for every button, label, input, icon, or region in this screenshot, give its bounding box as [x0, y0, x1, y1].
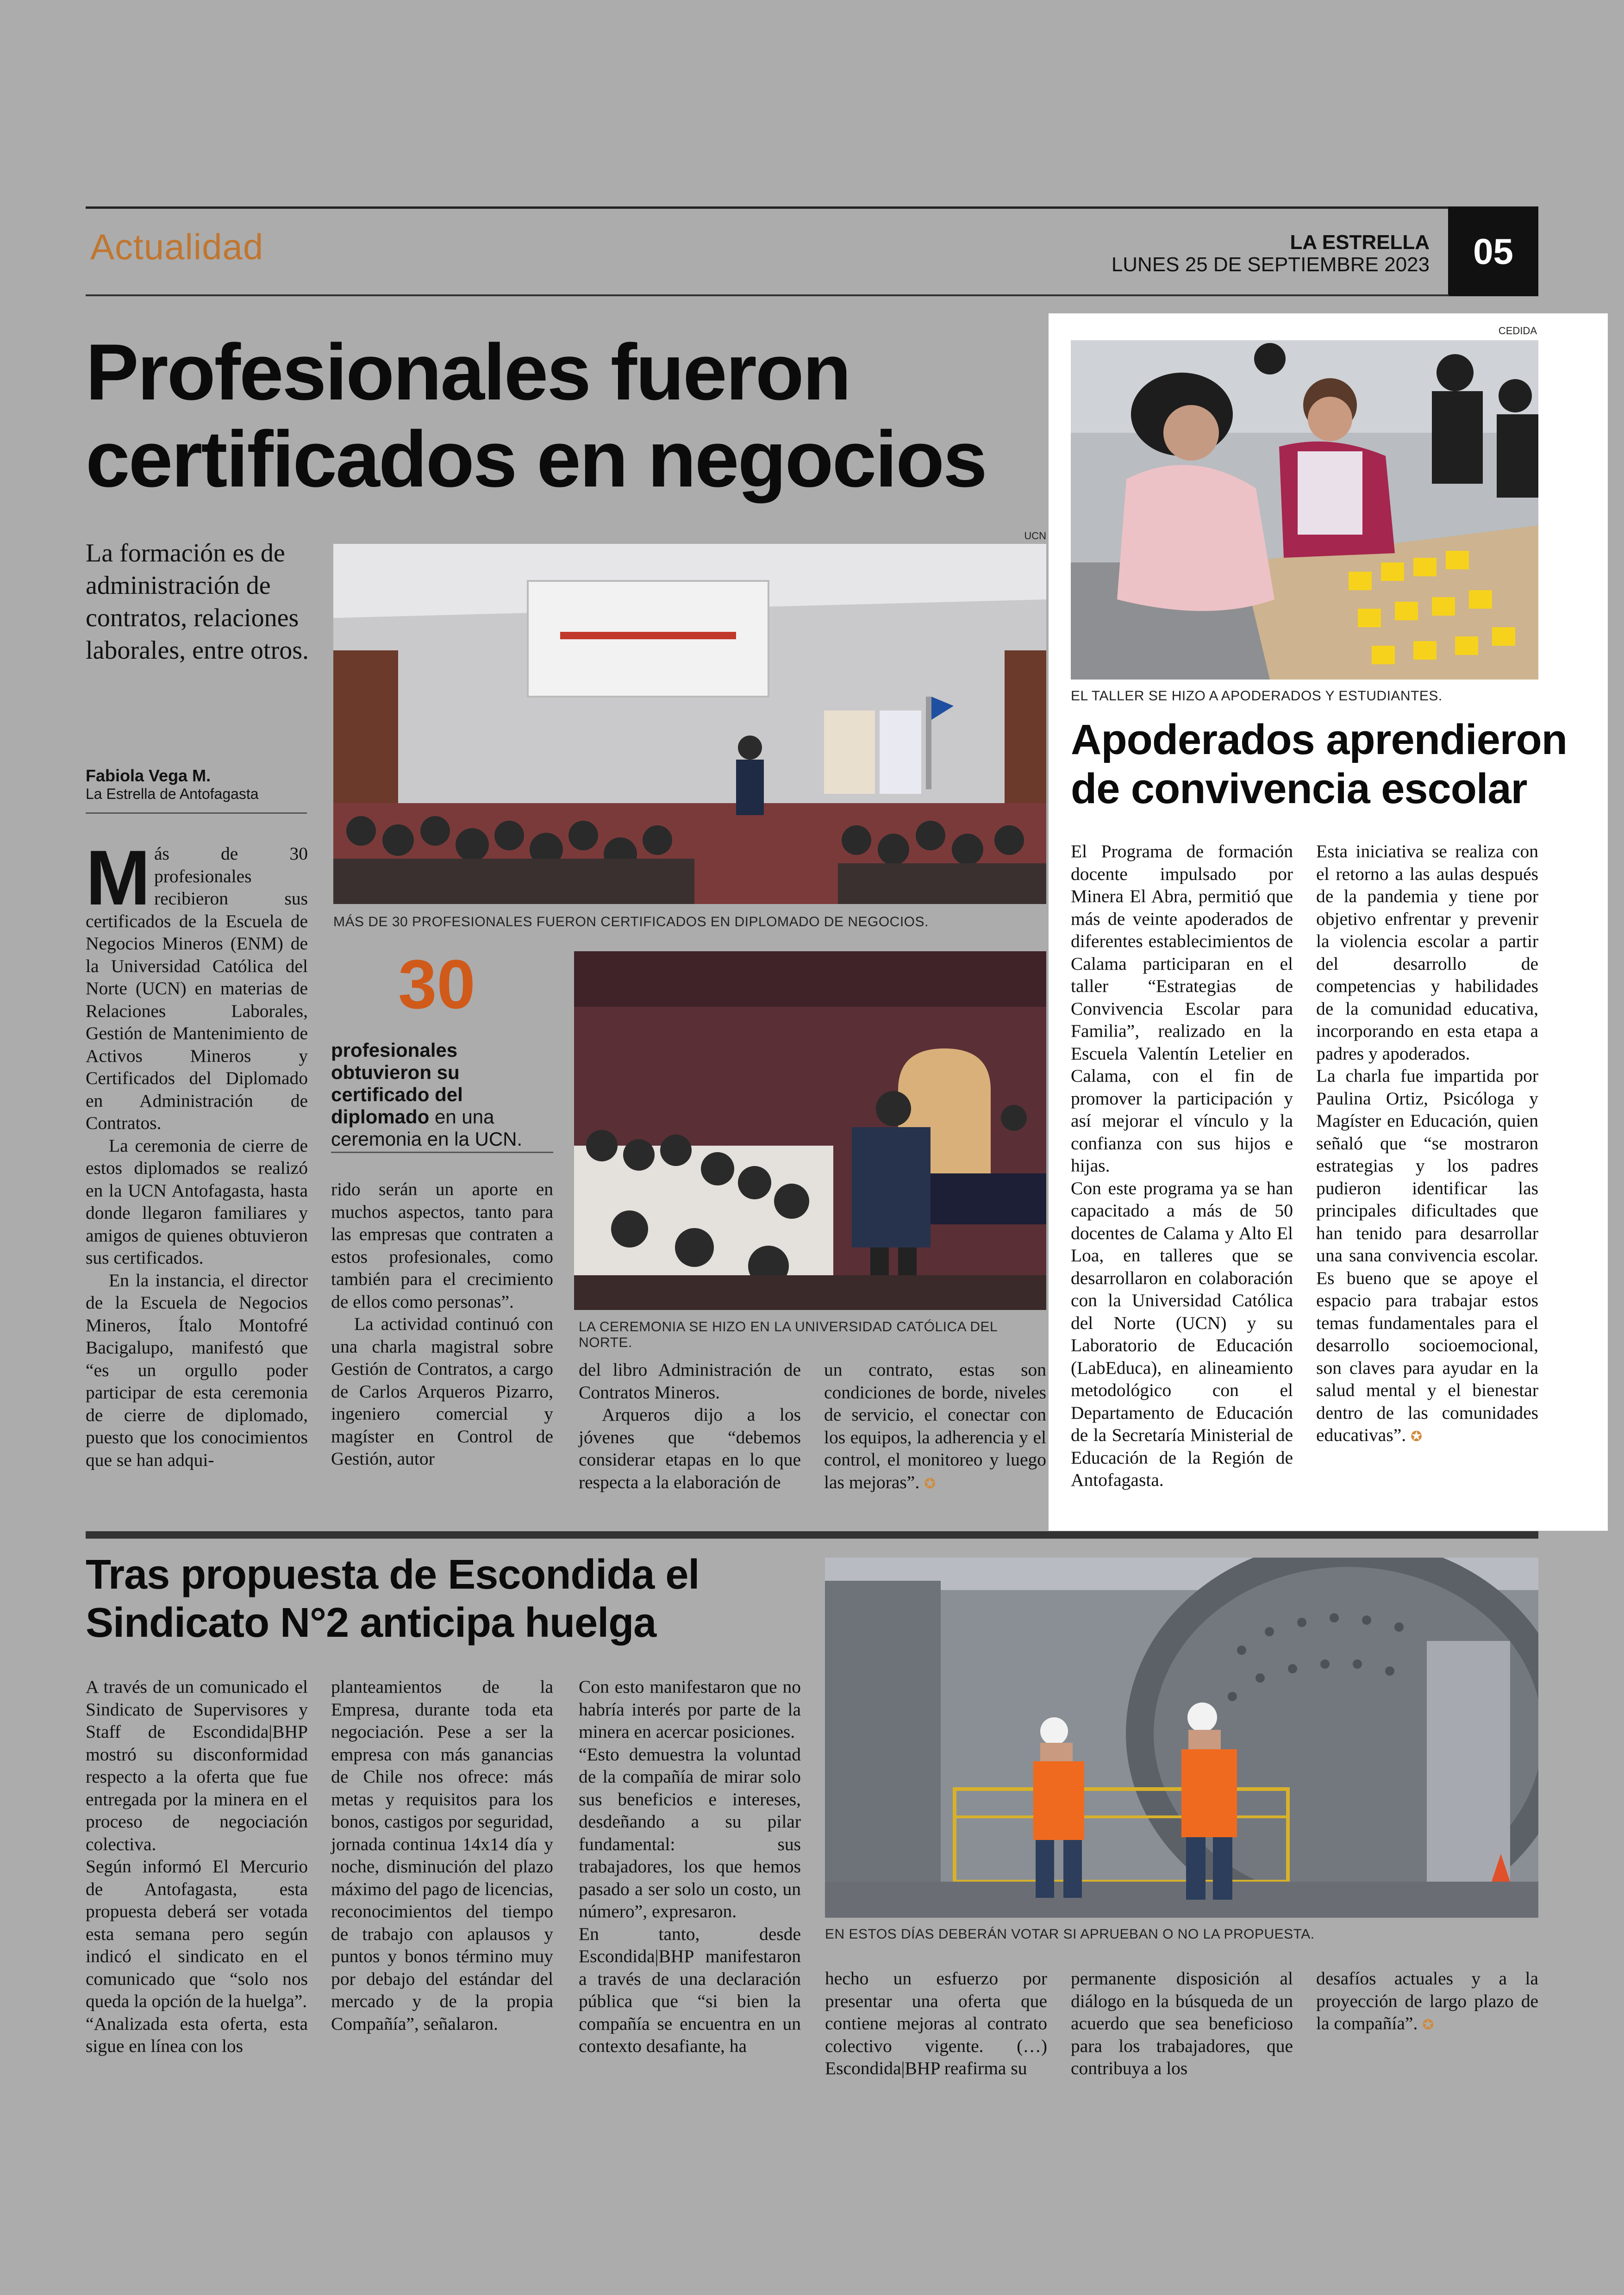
side-photo-caption: EL TALLER SE HIZO A APODERADOS Y ESTUDIANTES.: [1071, 688, 1443, 704]
header-top-rule: [86, 206, 1538, 209]
main-column-2: [331, 1178, 553, 1470]
main-col3-p2: Arqueros dijo a los jóvenes que “debemos considerar etapas en lo que respecta a la elaboración de: [579, 1404, 801, 1492]
side-headline-line1: Apoderados aprendieron: [1071, 716, 1567, 763]
main-col4-p1: un contrato, estas son condiciones de borde, niveles de servicio, el conectar con los equipos, la adherencia y el control, el monitoreo y luego las mejoras”.: [824, 1360, 1046, 1492]
workshop-image: [1071, 340, 1538, 680]
ceremony-auditorium-image: [333, 544, 1046, 904]
bottom-headline-line2: Sindicato N°2 anticipa huelga: [86, 1600, 656, 1646]
byline-rule: [86, 812, 307, 814]
photo1-credit: UCN: [1024, 530, 1046, 542]
issue-date: LUNES 25 DE SEPTIEMBRE 2023: [1111, 253, 1430, 276]
bottom-col1-p3: “Analizada esta oferta, esta sigue en línea con los: [86, 2013, 308, 2056]
bottom-end-mark-icon: ✪: [1422, 2017, 1434, 2033]
stat-bold-text: profesionales obtuvieron su certificado del diplomado: [331, 1039, 463, 1128]
bottom-column-5: [1071, 1967, 1293, 2080]
photo1-caption: MÁS DE 30 PROFESIONALES FUERON CERTIFICADOS EN DIPLOMADO DE NEGOCIOS.: [333, 914, 929, 929]
main-col3-p1: del libro Administración de Contratos Mineros.: [579, 1360, 801, 1403]
main-column-1: [86, 834, 308, 1471]
end-mark-icon: ✪: [924, 1475, 936, 1492]
bottom-column-1: [86, 1676, 308, 2058]
main-col1-p1: ás de 30 profesionales recibieron sus certificados de la Escuela de Negocios Mineros (ENM) de la Universidad Católica del Norte (UCN) en materias de Relaciones Laborales, Gestión de Mantenimiento de Activos Mineros y Certificados del Diplomado en Administración de Contratos.: [86, 843, 308, 1133]
side-headline: [1071, 715, 1580, 813]
bottom-column-3: [579, 1676, 801, 2058]
main-col1-p2: La ceremonia de cierre de estos diplomados se realizó en la UCN Antofagasta, hasta donde llegaron familiares y amigos de quienes obtuvieron sus certificados.: [86, 1135, 308, 1268]
bottom-headline: [86, 1551, 803, 1647]
bottom-col1-p1: A través de un comunicado el Sindicato de Supervisores y Staff de Escondida|BHP mostró su disconformidad respecto a la oferta que fue entregada por la minera en el proceso de negociación colectiva.: [86, 1677, 308, 1854]
main-column-4: [824, 1359, 1046, 1495]
header-bottom-rule: [86, 294, 1449, 296]
bottom-photo-caption: EN ESTOS DÍAS DEBERÁN VOTAR SI APRUEBAN O NO LA PROPUESTA.: [825, 1927, 1315, 1942]
mine-workers-image: [825, 1558, 1538, 1918]
paper-name: LA ESTRELLA: [1290, 231, 1430, 254]
side-photo-credit: CEDIDA: [1498, 325, 1537, 337]
ceremony-speaker-photo: [574, 951, 1046, 1310]
section-title: Actualidad: [90, 226, 264, 267]
side-col2-p2: La charla fue impartida por Paulina Ortiz, Psicóloga y Magíster en Educación, quien señaló que “se mostraron estrategias y los padres pudieron identificar las principales dificultades que han tenido para desarrollar una sana convivencia escolar. Es bueno que se apoye el espacio para trabajar estos temas fundamentales para el desarrollo socioemocional, son claves para ayudar en la salud mental y el bienestar dentro de las comunidades educativas”.: [1316, 1066, 1538, 1445]
byline: [86, 766, 308, 803]
side-headline-line2: de convivencia escolar: [1071, 765, 1527, 812]
photo2-caption: LA CEREMONIA SE HIZO EN LA UNIVERSIDAD CATÓLICA DEL NORTE.: [579, 1319, 998, 1350]
section-divider: [86, 1531, 1538, 1539]
page-number: 05: [1448, 206, 1538, 296]
ceremony-speaker-image: [574, 951, 1046, 1310]
side-column-2: [1316, 840, 1538, 1448]
main-col2-p1: rido serán un aporte en muchos aspectos, tanto para las empresas que contraten a estos profesionales, como también para el crecimiento de ellos como personas”.: [331, 1179, 553, 1312]
bottom-col3-p3: En tanto, desde Escondida|BHP manifestaron a través de una declaración pública que “si bien la compañía se encuentra en un contexto desafiante, ha: [579, 1923, 801, 2056]
masthead-info: [1112, 231, 1430, 276]
drop-cap: M: [86, 834, 150, 921]
main-col2-p2: La actividad continuó con una charla magistral sobre Gestión de Contratos, a cargo de Carlos Arqueros Pizarro, ingeniero comercial y magíster en Control de Gestión, autor: [331, 1314, 553, 1469]
bottom-col2-p1: planteamientos de la Empresa, durante toda eta negociación. Pese a ser la empresa con más ganancias de Chile nos ofrece: más metas y requisitos para los bonos, castigos por seguridad, jornada continua 14x14 día y noche, disminución del plazo máximo del pago de licencias, reconocimientos del tiempo de trabajo con aplausos y puntos y bonos término muy por debajo del estándar del mercado y de la propia Compañía”, señalaron.: [331, 1677, 553, 2034]
workshop-photo: [1071, 340, 1538, 680]
side-col2-p1: Esta iniciativa se realiza con el retorno a las aulas después de la pandemia y tiene por objetivo enfrentar y prevenir la violencia escolar a partir del desarrollo de competencias y habilidades de la comunidad educativa, incorporando en esta etapa a padres y apoderados.: [1316, 841, 1538, 1064]
side-col1-p1: El Programa de formación docente impulsado por Minera El Abra, permitió que más de veinte apoderados de diferentes establecimientos de Calama participaran en el taller “Estrategias de Convivencia Escolar para Familia”, realizado en la Escuela Valentín Letelier en Calama, con el fin de promover la participación y así mejorar el vínculo y la confianza con sus hijos e hijas.: [1071, 841, 1293, 1176]
side-col1-p2: Con este programa ya se han capacitado a más de 50 docentes de Calama y Alto El Loa, en talleres que se desarrollaron en colaboración con la Universidad Católica del Norte (UCN) y su Laboratorio de Educación (LabEduca), en alineamiento metodológico con el Departamento de Educación de la Secretaría Ministerial de Educación de la Región de Antofagasta.: [1071, 1178, 1293, 1490]
factbox-rule: [331, 1152, 553, 1153]
bottom-col3-p1: Con esto manifestaron que no habría interés por parte de la minera en acercar posiciones.: [579, 1677, 801, 1742]
bottom-col1-p2: Según informó El Mercurio de Antofagasta, esta propuesta deberá ser votada esta semana pero según indicó el sindicato en el comunicado que “solo nos queda la opción de la huelga”.: [86, 1856, 308, 2011]
main-column-3: [579, 1359, 801, 1493]
bottom-col3-p2: “Esto demuestra la voluntad de la compañía de mirar solo sus beneficios e intereses, desdeñando a su pilar fundamental: sus trabajadores, los que hemos pasado a ser solo un costo, un número”, expresaron.: [579, 1744, 801, 1921]
stat-factbox: [331, 1039, 553, 1150]
mine-workers-photo: [825, 1558, 1538, 1918]
bottom-headline-line1: Tras propuesta de Escondida el: [86, 1552, 700, 1598]
main-headline-line2: certificados en negocios: [86, 415, 986, 504]
bottom-col5-p1: permanente disposición al diálogo en la búsqueda de un acuerdo que sea beneficioso para los trabajadores, que contribuya a los: [1071, 1968, 1293, 2078]
ceremony-auditorium-photo: [333, 544, 1046, 904]
main-col1-p3: En la instancia, el director de la Escuela de Negocios Mineros, Ítalo Montofré Bacigalupo, manifestó que “es un orgullo poder participar de esta ceremonia de cierre de diplomado, puesto que los conocimientos que se han adqui-: [86, 1270, 308, 1470]
bottom-column-6: [1316, 1967, 1538, 2037]
main-deck: La formación es de administración de contratos, relaciones laborales, entre otros.: [86, 539, 309, 665]
main-headline-line1: Profesionales fueron: [86, 328, 850, 417]
side-column-1: [1071, 840, 1293, 1491]
bottom-col4-p1: hecho un esfuerzo por presentar una oferta que contiene mejoras al contrato colectivo vigente. (…) Escondida|BHP reafirma su: [825, 1968, 1047, 2078]
stat-rest-text: en una ceremonia en la UCN.: [331, 1106, 523, 1150]
bottom-column-4: [825, 1967, 1047, 2080]
bottom-column-2: [331, 1676, 553, 2035]
side-end-mark-icon: ✪: [1410, 1428, 1423, 1445]
bottom-col6-p1: desafíos actuales y a la proyección de largo plazo de la compañía”.: [1316, 1968, 1538, 2033]
stat-number: 30: [398, 945, 475, 1023]
author-outlet: La Estrella de Antofagasta: [86, 786, 259, 802]
author-name: Fabiola Vega M.: [86, 766, 211, 785]
main-headline: [86, 329, 1035, 503]
